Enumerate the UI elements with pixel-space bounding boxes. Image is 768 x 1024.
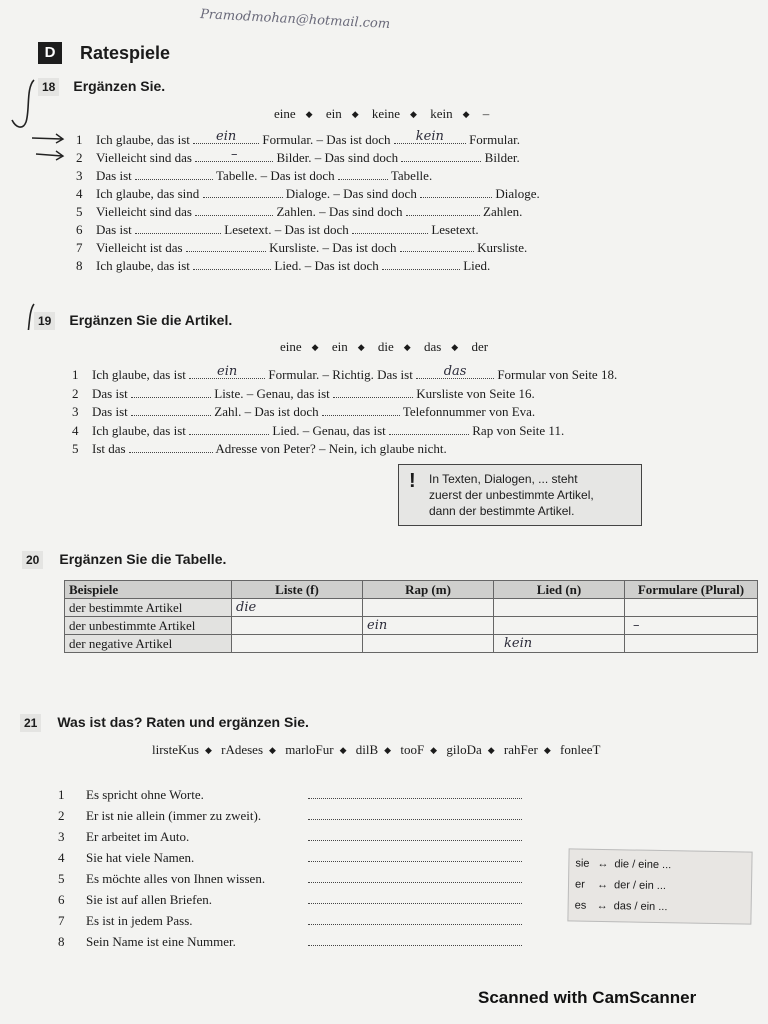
table-cell[interactable] — [625, 599, 758, 617]
exercise-row — [72, 440, 617, 459]
exercise-row — [76, 221, 540, 239]
section-badge: D — [38, 42, 62, 64]
hint-pronoun: es — [574, 899, 587, 912]
answer-blank[interactable] — [195, 203, 273, 216]
row-text: Ich glaube, das ist — [96, 132, 190, 147]
answer-blank[interactable] — [308, 828, 522, 841]
answer-blank[interactable] — [193, 257, 271, 270]
hint-line — [575, 854, 745, 878]
word-bank: eine ◆ ein ◆ die ◆ das ◆ der — [280, 339, 489, 354]
word-bank-item: lirsteKus — [152, 742, 199, 757]
word-bank-item: ein — [331, 339, 348, 354]
row-text: Das ist — [92, 385, 128, 401]
answer-blank[interactable] — [420, 185, 492, 198]
row-text: Formular. – Richtig. Das ist — [268, 367, 413, 382]
row-number: 7 — [58, 913, 65, 928]
exercise-19-rows — [72, 366, 617, 459]
answer-blank[interactable] — [131, 385, 211, 398]
filled-answer: das — [443, 364, 467, 379]
row-text: Ich glaube, das sind — [96, 186, 200, 201]
row-text: Liste. – Genau, das ist — [214, 385, 330, 401]
hint-line — [574, 896, 744, 920]
row-text: Tabelle. – Das ist doch — [216, 168, 335, 183]
filled-answer: – — [230, 147, 238, 162]
word-bank-item: marloFur — [285, 742, 334, 757]
row-number: 6 — [58, 892, 65, 907]
row-number: 5 — [72, 441, 79, 456]
exercise-row — [72, 385, 617, 404]
row-text: Dialoge. – Das sind doch — [285, 186, 417, 201]
double-arrow-icon: ↔ — [597, 857, 609, 871]
row-text: Ich glaube, das ist — [96, 258, 190, 273]
answer-blank[interactable] — [406, 203, 480, 216]
word-bank-item: eine — [274, 106, 296, 121]
word-bank-item: die — [377, 339, 394, 354]
table-row-label: der bestimmte Artikel — [65, 599, 232, 617]
answer-blank[interactable] — [400, 239, 474, 252]
filled-answer: kein — [415, 129, 444, 144]
exercise-row — [58, 849, 538, 870]
exercise-row — [76, 185, 540, 203]
word-bank-item: fonleeT — [560, 742, 601, 757]
double-arrow-icon: ↔ — [596, 878, 609, 892]
table-header-row — [65, 581, 758, 599]
row-text: Formular von Seite 18. — [497, 367, 618, 382]
row-number: 1 — [72, 367, 79, 382]
exercise-row — [76, 131, 540, 149]
table-header: Formulare (Plural) — [625, 581, 758, 599]
row-text: Zahlen. — [483, 204, 523, 219]
exercise-number: 18 — [38, 78, 59, 96]
row-text: Es ist in jedem Pass. — [86, 913, 193, 928]
table-header: Rap (m) — [363, 581, 494, 599]
double-arrow-icon: ↔ — [596, 899, 608, 913]
table-row — [65, 635, 758, 653]
answer-blank[interactable] — [135, 167, 213, 180]
handwritten-email: Pramodmohan@hotmail.com — [199, 7, 391, 32]
row-number: 3 — [58, 829, 65, 844]
row-number: 7 — [76, 240, 83, 255]
exclamation-icon: ! — [409, 470, 416, 492]
row-number: 3 — [72, 404, 79, 419]
exercise-title: Ergänzen Sie die Artikel. — [69, 312, 233, 328]
hint-pronoun: er — [574, 878, 585, 891]
exercise-row — [58, 786, 538, 807]
row-number: 3 — [76, 168, 83, 183]
row-text: Vielleicht sind das — [96, 150, 192, 165]
answer-blank[interactable] — [382, 257, 460, 270]
row-number: 6 — [76, 222, 83, 237]
table-cell[interactable] — [232, 617, 363, 635]
row-text: Vielleicht sind das — [96, 204, 192, 219]
exercise-21-rows — [58, 786, 538, 954]
row-text: Adresse von Peter? – Nein, ich glaube nicht. — [215, 441, 447, 456]
table-cell[interactable] — [494, 599, 625, 617]
row-text: Lesetext. – Das ist doch — [224, 222, 349, 237]
row-text: Sie hat viele Namen. — [86, 850, 195, 865]
exercise-row — [72, 366, 617, 385]
row-number: 8 — [76, 258, 83, 273]
row-text: Sein Name ist eine Nummer. — [86, 934, 236, 949]
row-text: Telefonnummer von Eva. — [402, 404, 536, 419]
row-number: 5 — [58, 871, 65, 886]
answer-blank[interactable] — [308, 807, 522, 820]
word-bank-item: dilB — [355, 742, 379, 757]
row-text: Vielleicht ist das — [96, 240, 183, 255]
word-bank-item: eine — [280, 339, 302, 354]
exercise-row — [72, 422, 617, 441]
exercise-row — [76, 167, 540, 185]
answer-blank[interactable] — [189, 422, 269, 435]
row-text: Zahl. – Das ist doch — [214, 404, 319, 419]
row-text: Lied. – Das ist doch — [274, 258, 379, 273]
row-text: Rap von Seite 11. — [472, 422, 565, 438]
word-bank-item: giloDa — [446, 742, 482, 757]
row-text: Formular. – Das ist doch — [262, 132, 391, 147]
row-text: Er ist nie allein (immer zu zweit). — [86, 808, 262, 823]
hint-articles: das / ein ... — [613, 900, 668, 914]
row-number: 2 — [76, 150, 83, 165]
exercise-row — [58, 870, 538, 891]
answer-blank[interactable] — [135, 221, 221, 234]
table-cell[interactable] — [363, 599, 494, 617]
row-text: Lied. – Genau, das ist — [272, 422, 386, 438]
filled-answer: ein — [216, 129, 237, 144]
answer-blank[interactable] — [308, 870, 522, 883]
exercise-number: 20 — [22, 551, 43, 569]
answer-blank[interactable] — [308, 849, 522, 862]
row-text: Dialoge. — [495, 186, 540, 201]
row-text: Sie ist auf allen Briefen. — [86, 892, 212, 907]
table-cell[interactable] — [494, 617, 625, 635]
word-bank-item: der — [471, 339, 489, 354]
table-cell[interactable]: ein — [363, 617, 494, 635]
row-text: Bilder. – Das sind doch — [276, 150, 399, 165]
answer-blank[interactable] — [322, 403, 400, 416]
row-text: Das ist — [92, 404, 128, 419]
answer-blank[interactable] — [394, 131, 466, 144]
table-header: Lied (n) — [494, 581, 625, 599]
scanner-watermark: Scanned with CamScanner — [478, 988, 697, 1007]
pen-arrows — [30, 130, 70, 162]
answer-blank[interactable] — [401, 149, 481, 162]
row-number: 1 — [58, 787, 65, 802]
hint-articles: die / eine ... — [614, 858, 672, 872]
exercise-row — [58, 891, 538, 912]
table-row-label: der negative Artikel — [65, 635, 232, 653]
table-cell[interactable]: die — [232, 599, 363, 617]
table-row-label: der unbestimmte Artikel — [65, 617, 232, 635]
word-bank: lirsteKus ◆ rAdeses ◆ marloFur ◆ dilB ◆ tooF ◆ giloDa ◆ rahFer ◆ fonleeT — [152, 742, 601, 757]
hint-articles: der / ein ... — [613, 879, 667, 893]
row-text: Lied. — [463, 258, 491, 273]
row-text: Tabelle. — [390, 168, 433, 183]
table-row — [65, 617, 758, 635]
word-bank: eine ◆ ein ◆ keine ◆ kein ◆ – — [274, 106, 490, 121]
word-bank-item: tooF — [400, 742, 425, 757]
row-text: Kursliste von Seite 16. — [416, 385, 535, 401]
note-line: In Texten, Dialogen, ... steht — [429, 472, 578, 486]
answer-blank[interactable] — [338, 167, 388, 180]
answer-blank[interactable] — [129, 440, 213, 453]
exercise-number: 21 — [20, 714, 41, 732]
table-header: Liste (f) — [232, 581, 363, 599]
row-number: 5 — [76, 204, 83, 219]
answer-blank[interactable] — [189, 366, 265, 379]
row-text: Es spricht ohne Worte. — [86, 787, 204, 802]
word-bank-item: keine — [371, 106, 401, 121]
answer-blank[interactable] — [389, 422, 469, 435]
hint-line — [575, 875, 745, 899]
row-number: 4 — [76, 186, 83, 201]
section-title: Ratespiele — [80, 43, 171, 63]
word-bank-item: kein — [430, 106, 453, 121]
word-bank-item: rAdeses — [221, 742, 264, 757]
answer-blank[interactable] — [308, 933, 522, 946]
row-text: Kursliste. — [477, 240, 528, 255]
table-header: Beispiele — [65, 581, 232, 599]
pronoun-hint-box — [567, 848, 752, 924]
row-number: 4 — [72, 422, 79, 438]
exercise-title: Ergänzen Sie. — [73, 78, 166, 94]
answer-blank[interactable] — [131, 403, 211, 416]
pen-marks — [8, 70, 48, 330]
table-cell[interactable] — [232, 635, 363, 653]
row-number: 8 — [58, 934, 65, 949]
row-text: Lesetext. — [431, 222, 479, 237]
row-number: 2 — [72, 385, 79, 401]
answer-blank[interactable] — [308, 786, 522, 799]
exercise-row — [58, 933, 538, 954]
word-bank-item: – — [482, 106, 490, 121]
exercise-number: 19 — [34, 312, 55, 330]
article-table — [64, 580, 758, 653]
exercise-row — [76, 239, 540, 257]
exercise-row — [76, 203, 540, 221]
exercise-row — [58, 807, 538, 828]
answer-blank[interactable] — [416, 366, 494, 379]
note-line: zuerst der unbestimmte Artikel, — [429, 488, 594, 502]
answer-blank[interactable] — [193, 131, 259, 144]
row-text: Es möchte alles von Ihnen wissen. — [86, 871, 266, 886]
exercise-18-rows — [76, 131, 540, 275]
answer-blank[interactable] — [195, 149, 273, 162]
row-text: Bilder. — [484, 150, 520, 165]
answer-blank[interactable] — [352, 221, 428, 234]
hint-pronoun: sie — [575, 857, 590, 870]
row-text: Das ist — [96, 168, 132, 183]
row-text: Er arbeitet im Auto. — [86, 829, 190, 844]
row-text: Ich glaube, das ist — [92, 367, 186, 382]
row-text: Das ist — [96, 222, 132, 237]
table-row — [65, 599, 758, 617]
word-bank-item: rahFer — [503, 742, 538, 757]
row-text: Ist das — [92, 441, 126, 456]
grammar-note — [398, 464, 642, 526]
exercise-title: Was ist das? Raten und ergänzen Sie. — [57, 714, 309, 730]
table-cell[interactable]: – — [625, 617, 758, 635]
exercise-row — [58, 828, 538, 849]
exercise-row — [76, 257, 540, 275]
row-text: Ich glaube, das ist — [92, 422, 186, 438]
word-bank-item: ein — [325, 106, 342, 121]
exercise-row — [72, 403, 617, 422]
exercise-row — [76, 149, 540, 167]
table-cell[interactable] — [625, 635, 758, 653]
row-number: 2 — [58, 808, 65, 823]
answer-blank[interactable] — [186, 239, 266, 252]
word-bank-item: das — [423, 339, 442, 354]
row-text: Kursliste. – Das ist doch — [269, 240, 397, 255]
table-cell[interactable] — [363, 635, 494, 653]
answer-blank[interactable] — [203, 185, 283, 198]
row-text: Formular. — [469, 132, 520, 147]
row-text: Zahlen. – Das sind doch — [276, 204, 403, 219]
row-number: 1 — [76, 132, 83, 147]
filled-answer: ein — [217, 364, 238, 379]
answer-blank[interactable] — [308, 891, 522, 904]
row-number: 4 — [58, 850, 65, 865]
answer-blank[interactable] — [308, 912, 522, 925]
answer-blank[interactable] — [333, 385, 413, 398]
exercise-row — [58, 912, 538, 933]
note-line: dann der bestimmte Artikel. — [429, 504, 575, 518]
exercise-title: Ergänzen Sie die Tabelle. — [59, 551, 227, 567]
table-cell[interactable]: kein — [494, 635, 625, 653]
